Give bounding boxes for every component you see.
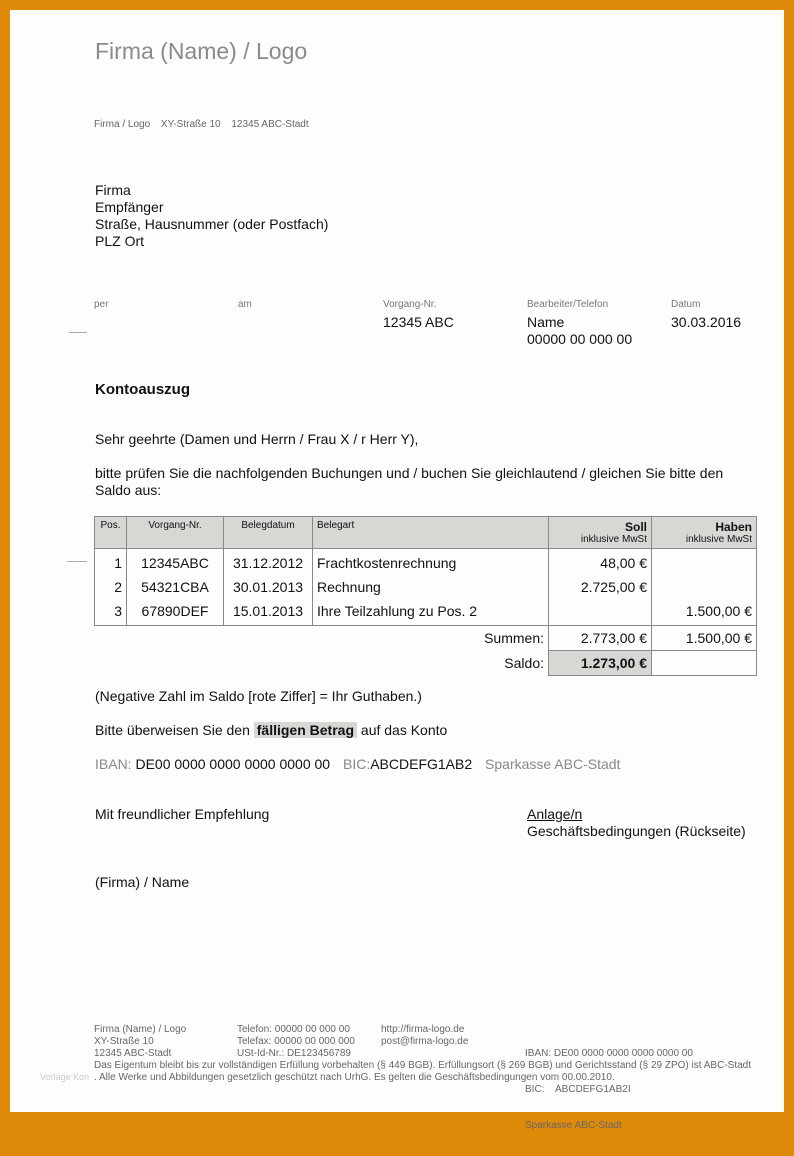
balance-haben: [652, 651, 757, 676]
cell-vorgang: 12345ABC: [127, 549, 224, 576]
meta-datum-value: 30.03.2016: [671, 314, 742, 330]
letter-page: [10, 10, 784, 1131]
bic-label: BIC:: [342, 756, 371, 772]
footer-bank-name: Sparkasse ABC-Stadt: [525, 1120, 622, 1131]
footer-company-city: 12345 ABC-Stadt: [94, 1048, 172, 1059]
meta-per-label: per: [94, 299, 109, 310]
recipient-city: PLZ Ort: [95, 233, 145, 249]
meta-bearbeiter-phone: 00000 00 000 00: [527, 331, 633, 347]
balance-soll: 1.273,00 €: [549, 651, 652, 676]
watermark: Vorlage Kon: [40, 1072, 90, 1082]
balance-label: Saldo:: [504, 655, 544, 671]
cell-pos: 2: [95, 575, 127, 599]
meta-vorgang-value: 12345 ABC: [383, 314, 454, 330]
footer-email: post@firma-logo.de: [381, 1036, 469, 1047]
col-header-soll-sub: inklusive MwSt: [580, 534, 647, 545]
payment-post: auf das Konto: [357, 722, 448, 738]
intro-text: bitte prüfen Sie die nachfolgenden Buchungen und / buchen Sie gleichlautend / gleichen Sie bitte den Saldo aus:: [95, 465, 724, 498]
sender-street: XY-Straße 10: [160, 119, 221, 130]
table-row: [95, 575, 757, 599]
sender-company: Firma / Logo: [94, 119, 151, 130]
cell-belegdatum: 15.01.2013: [224, 599, 313, 626]
recipient-name: Empfänger: [95, 199, 164, 215]
footer-iban: IBAN: DE00 0000 0000 0000 0000 00: [525, 1048, 693, 1059]
payment-pre: Bitte überweisen Sie den: [95, 722, 254, 738]
footer-bank: [525, 1024, 693, 1156]
attachments-item: Geschäftsbedingungen (Rückseite): [527, 823, 746, 839]
balance-row: [95, 651, 757, 676]
col-header-haben-title: Haben: [715, 520, 752, 534]
statement-table: [94, 516, 757, 676]
bic-value: ABCDEFG1AB2: [370, 756, 473, 772]
meta-bearbeiter-name: Name: [527, 314, 565, 330]
footer-vat: USt-Id-Nr.: DE123456789: [237, 1048, 351, 1059]
footer-phone: Telefon: 00000 00 000 00: [237, 1024, 350, 1035]
cell-soll: 2.725,00 €: [549, 575, 652, 599]
attachments: [527, 806, 746, 840]
sum-haben: 1.500,00 €: [652, 626, 757, 651]
meta-datum: [671, 299, 741, 331]
iban-value: DE00 0000 0000 0000 0000 00: [135, 756, 331, 772]
table-row: [95, 599, 757, 626]
cell-belegdatum: 31.12.2012: [224, 549, 313, 576]
cell-belegdatum: 30.01.2013: [224, 575, 313, 599]
recipient-street: Straße, Hausnummer (oder Postfach): [95, 216, 329, 232]
cell-belegart: Frachtkostenrechnung: [313, 549, 549, 576]
col-header-pos: Pos.: [95, 517, 127, 549]
sender-line: [94, 119, 317, 130]
closing-greeting: Mit freundlicher Empfehlung: [95, 806, 270, 822]
meta-vorgang: [383, 299, 454, 331]
col-header-belegdatum: Belegdatum: [224, 517, 313, 549]
footer-company-street: XY-Straße 10: [94, 1036, 154, 1047]
footer-legal-note: Das Eigentum bleibt bis zur vollständigen Erfüllung vorbehalten (§ 449 BGB). Erfüllungsort (§ 269 BGB) und Gerichtsstand (§ 29 ZPO) ist ABC-Stadt . Alle Werke und Abbildungen gesetzlich geschützt nach UrhG. Es gelten die Geschäftsbedingungen vom 00.00.2010.: [94, 1060, 751, 1083]
col-header-belegart: Belegart: [313, 517, 549, 549]
cell-belegart: Ihre Teilzahlung zu Pos. 2: [313, 599, 549, 626]
document-title: Kontoauszug: [95, 381, 190, 398]
table-row: [95, 549, 757, 576]
sum-label: Summen:: [484, 630, 544, 647]
attachments-label: Anlage/n: [527, 806, 583, 822]
footer-bic: BIC: ABCDEFG1AB2I: [525, 1084, 631, 1095]
cell-vorgang: 54321CBA: [127, 575, 224, 599]
footer-url: http://firma-logo.de: [381, 1024, 465, 1035]
cell-belegart: Rechnung: [313, 575, 549, 599]
cell-haben: [652, 575, 757, 599]
payment-instruction: [95, 722, 447, 739]
cell-soll: 48,00 €: [549, 549, 652, 576]
fold-mark-middle: [67, 561, 87, 562]
col-header-haben: [652, 517, 757, 549]
bank-details: [95, 756, 620, 772]
meta-am-label: am: [238, 299, 252, 310]
meta-bearbeiter: [527, 299, 632, 348]
col-header-vorgang: Vorgang-Nr.: [127, 517, 224, 549]
cell-haben: 1.500,00 €: [652, 599, 757, 626]
cell-haben: [652, 549, 757, 576]
sum-soll: 2.773,00 €: [549, 626, 652, 651]
col-header-soll: [549, 517, 652, 549]
meta-datum-label: Datum: [671, 299, 701, 310]
footer-company: [94, 1024, 186, 1060]
signature: (Firma) / Name: [95, 874, 190, 890]
sum-row: [95, 626, 757, 651]
iban-label: IBAN:: [95, 756, 132, 772]
salutation: Sehr geehrte (Damen und Herrn / Frau X / r Herr Y),: [95, 431, 419, 447]
meta-am: [238, 299, 252, 314]
fold-mark-top: [69, 332, 87, 333]
negative-note: (Negative Zahl im Saldo [rote Ziffer] = Ihr Guthaben.): [95, 688, 422, 704]
footer-web: [381, 1024, 468, 1048]
cell-vorgang: 67890DEF: [127, 599, 224, 626]
footer-contact: [237, 1024, 355, 1060]
table-header-row: [95, 517, 757, 549]
payment-highlight: fälligen Betrag: [254, 722, 357, 738]
footer-fax: Telefax: 00000 00 000 000: [237, 1036, 355, 1047]
recipient-address: [95, 182, 328, 250]
cell-pos: 3: [95, 599, 127, 626]
meta-bearbeiter-label: Bearbeiter/Telefon: [527, 299, 609, 310]
cell-pos: 1: [95, 549, 127, 576]
meta-vorgang-label: Vorgang-Nr.: [383, 299, 437, 310]
meta-per: [94, 299, 108, 314]
bank-name: Sparkasse ABC-Stadt: [485, 756, 621, 772]
sender-city: 12345 ABC-Stadt: [231, 119, 309, 130]
company-title: Firma (Name) / Logo: [95, 38, 308, 64]
recipient-company: Firma: [95, 182, 131, 198]
col-header-haben-sub: inklusive MwSt: [685, 534, 752, 545]
cell-soll: [549, 599, 652, 626]
footer-company-name: Firma (Name) / Logo: [94, 1024, 187, 1035]
col-header-soll-title: Soll: [624, 520, 647, 534]
